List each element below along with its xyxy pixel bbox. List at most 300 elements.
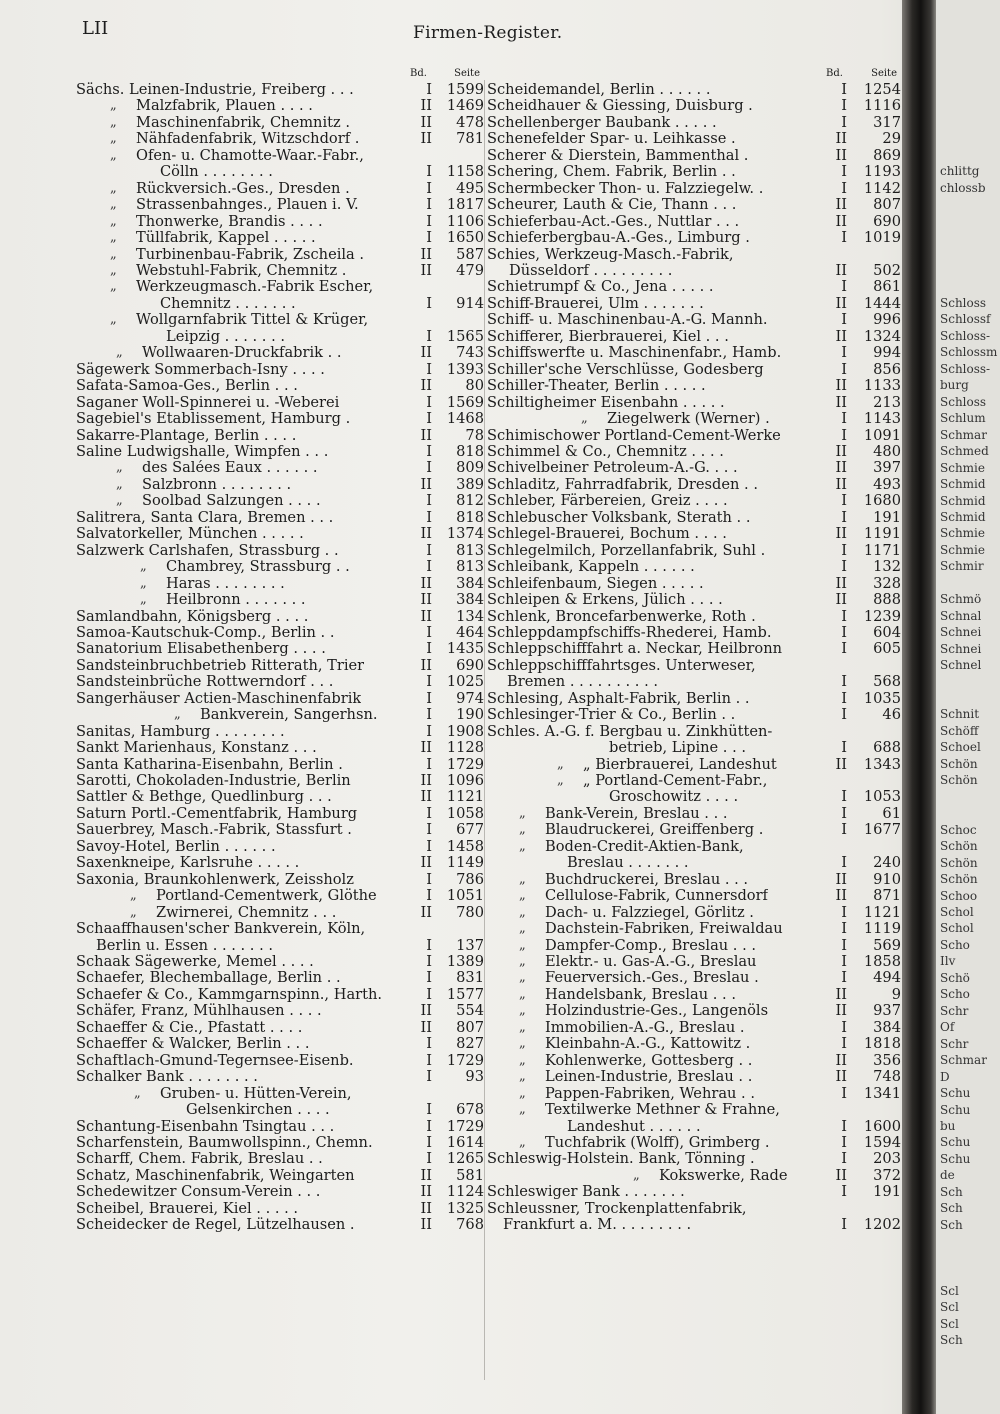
entry-name: Schieferbau-Act.-Ges., Nuttlar . . . — [487, 213, 740, 230]
register-entry — [487, 987, 901, 1003]
register-entry — [487, 214, 901, 230]
ditto-mark: „ — [519, 986, 526, 1002]
entry-volume: I — [426, 953, 432, 971]
register-entry — [76, 938, 484, 954]
entry-name: Schlesinger-Trier & Co., Berlin . . — [487, 707, 736, 724]
entry-name: Leipzig . . . . . . . — [166, 328, 285, 345]
register-entry — [76, 181, 484, 197]
entry-volume: II — [835, 887, 847, 905]
entry-page: 1729 — [446, 755, 484, 773]
entry-volume: I — [841, 97, 847, 115]
entry-page: 1435 — [446, 640, 484, 658]
entry-volume: I — [426, 294, 432, 312]
facing-page-fragment: Schmar — [940, 1053, 987, 1068]
entry-name: Schedewitzer Consum-Verein . . . — [76, 1184, 321, 1201]
entry-volume: I — [841, 936, 847, 954]
facing-page-fragment: Schön — [940, 756, 978, 771]
register-entry — [76, 609, 484, 625]
register-entry — [487, 559, 901, 575]
register-entry — [76, 1119, 484, 1135]
register-entry — [76, 1135, 484, 1151]
ditto-mark: „ — [519, 1069, 526, 1085]
entry-volume: II — [835, 1051, 847, 1069]
entry-volume: I — [426, 1101, 432, 1119]
entry-volume: I — [841, 788, 847, 806]
ditto-mark: „ — [130, 904, 137, 920]
entry-name: Schaeffer & Cie., Pfastatt . . . . — [76, 1019, 303, 1036]
register-entry — [76, 345, 484, 361]
ditto-mark: „ — [116, 345, 123, 361]
facing-page-fragment: Scl — [940, 1316, 959, 1331]
facing-page-fragment: Schmir — [940, 559, 984, 574]
entry-page: 888 — [873, 591, 901, 609]
facing-page-fragment: bu — [940, 1118, 956, 1133]
register-entry — [76, 905, 484, 921]
entry-volume: I — [841, 344, 847, 362]
entry-volume: I — [841, 1134, 847, 1151]
entry-page: 1468 — [446, 410, 484, 428]
entry-name: Soolbad Salzungen . . . . — [142, 493, 321, 510]
entry-volume: I — [841, 426, 847, 444]
register-entry — [76, 460, 484, 476]
entry-name: Scheibel, Brauerei, Kiel . . . . . — [76, 1200, 299, 1217]
entry-name: Chemnitz . . . . . . . — [160, 295, 296, 312]
entry-volume: II — [420, 113, 432, 131]
register-entry — [76, 510, 484, 526]
register-entry — [487, 576, 901, 592]
entry-page: 372 — [873, 1166, 901, 1184]
entry-volume: I — [841, 821, 847, 839]
register-entry — [76, 98, 484, 114]
register-entry — [487, 954, 901, 970]
entry-volume: I — [426, 887, 432, 905]
facing-page-fragment: Schnit — [940, 707, 980, 722]
register-entry — [487, 921, 901, 937]
register-entry — [487, 395, 901, 411]
entry-name: Bremen . . . . . . . . . . — [507, 674, 658, 691]
entry-name: Schaeffer & Walcker, Berlin . . . — [76, 1036, 310, 1053]
ditto-mark: „ — [519, 970, 526, 986]
register-entry — [76, 641, 484, 657]
entry-name: Ziegelwerk (Werner) . — [607, 411, 770, 428]
entry-page: 1908 — [446, 722, 484, 740]
entry-name: Bankverein, Sangerhsn. — [200, 707, 378, 724]
entry-volume: I — [426, 459, 432, 477]
entry-volume: II — [420, 739, 432, 757]
facing-page-edge — [936, 0, 1000, 1414]
entry-volume: II — [835, 196, 847, 214]
entry-volume: II — [835, 327, 847, 345]
entry-page: 1106 — [446, 212, 484, 230]
entry-volume: I — [841, 311, 847, 329]
facing-page-fragment: Schön — [940, 872, 978, 887]
entry-page: 137 — [456, 936, 484, 954]
facing-page-fragment: Schnal — [940, 608, 982, 623]
entry-volume: II — [835, 985, 847, 1003]
register-entry — [76, 1102, 484, 1118]
entry-page: 807 — [456, 1018, 484, 1036]
ditto-mark: „ — [581, 411, 588, 427]
entry-page: 1680 — [863, 492, 901, 510]
entry-name: Dampfer-Comp., Breslau . . . — [545, 937, 757, 954]
entry-name: Schalker Bank . . . . . . . . — [76, 1069, 258, 1086]
register-entry — [76, 674, 484, 690]
entry-volume: I — [841, 854, 847, 872]
register-entry — [487, 1053, 901, 1069]
facing-page-fragment: Schmö — [940, 592, 982, 607]
ditto-mark: „ — [140, 592, 147, 608]
facing-page-fragment: Schol — [940, 905, 974, 919]
entry-name: Schieferbergbau-A.-Ges., Limburg . — [487, 230, 750, 247]
ditto-mark: „ — [110, 197, 117, 213]
facing-page-fragment: Schu — [940, 1102, 971, 1117]
entry-name: Sattler & Bethge, Quedlinburg . . . — [76, 789, 332, 806]
ditto-mark: „ — [519, 1003, 526, 1019]
entry-name: Wollwaaren-Druckfabrik . . — [142, 345, 342, 362]
entry-volume: I — [841, 623, 847, 641]
entry-page: 831 — [456, 969, 484, 987]
register-entry — [487, 526, 901, 542]
entry-volume: II — [420, 344, 432, 362]
entry-name: Saxonia, Braunkohlenwerk, Zeissholz — [76, 871, 354, 888]
entry-name: Scheidemandel, Berlin . . . . . . — [487, 82, 711, 98]
entry-name: Schleibank, Kappeln . . . . . . — [487, 559, 695, 576]
entry-volume: I — [426, 1150, 432, 1168]
register-entry — [487, 329, 901, 345]
entry-name: Landeshut . . . . . . — [567, 1118, 701, 1135]
entry-volume: II — [420, 1018, 432, 1036]
entry-name: Saxenkneipe, Karlsruhe . . . . . — [76, 855, 300, 872]
entry-page: 581 — [456, 1166, 484, 1184]
facing-page-fragment: chlossb — [940, 180, 986, 195]
entry-volume: I — [426, 755, 432, 773]
entry-name: Cölln . . . . . . . . — [160, 164, 273, 181]
register-entry — [487, 493, 901, 509]
entry-page: 1614 — [446, 1134, 484, 1151]
facing-page-fragment: Schmid — [940, 477, 986, 492]
facing-page-fragment: Schnei — [940, 641, 982, 656]
ditto-mark: „ — [519, 1036, 526, 1052]
facing-page-fragment: Schloss — [940, 295, 987, 310]
entry-name: Kohlenwerke, Gottesberg . . — [545, 1052, 753, 1069]
entry-page: 568 — [873, 673, 901, 691]
register-entry — [76, 773, 484, 789]
entry-name: Schaaffhausen'scher Bankverein, Köln, — [76, 921, 366, 938]
facing-page-fragment: Scho — [940, 987, 970, 1002]
register-entry — [76, 954, 484, 970]
ditto-mark: „ — [519, 1135, 526, 1150]
entry-page: 213 — [873, 393, 901, 411]
entry-name: Schenefelder Spar- u. Leihkasse . — [487, 131, 736, 148]
entry-page: 384 — [456, 574, 484, 592]
entry-page: 1599 — [446, 81, 484, 98]
entry-volume: I — [426, 410, 432, 428]
entry-name: Schaefer, Blechemballage, Berlin . . — [76, 970, 341, 987]
entry-name: Sakarre-Plantage, Berlin . . . . — [76, 427, 297, 444]
entry-page: 1121 — [446, 788, 484, 806]
entry-volume: II — [835, 212, 847, 230]
register-entry — [76, 526, 484, 542]
entry-page: 478 — [456, 113, 484, 131]
ditto-mark: „ — [519, 1052, 526, 1068]
ditto-mark: „ — [519, 822, 526, 838]
entry-page: 807 — [873, 196, 901, 214]
facing-page-fragment: Schmed — [940, 444, 989, 459]
entry-name: Schivelbeiner Petroleum-A.-G. . . . — [487, 460, 738, 477]
entry-page: 937 — [873, 1002, 901, 1020]
entry-page: 812 — [456, 492, 484, 510]
facing-page-fragment: Schr — [940, 1003, 969, 1018]
entry-name: Tüllfabrik, Kappel . . . . . — [136, 230, 316, 247]
ditto-mark: „ — [116, 460, 123, 476]
entry-page: 1729 — [446, 1117, 484, 1135]
entry-volume: II — [420, 130, 432, 148]
facing-page-fragment: Schmid — [940, 493, 986, 508]
entry-volume: II — [420, 788, 432, 806]
facing-page-fragment: Schu — [940, 1086, 971, 1101]
entry-name: Zwirnerei, Chemnitz . . . — [156, 904, 337, 921]
entry-name: Elektr.- u. Gas-A.-G., Breslau — [545, 954, 757, 971]
entry-name: Groschowitz . . . . — [609, 789, 739, 806]
register-entry — [76, 164, 484, 180]
register-entry — [487, 724, 901, 740]
entry-name: Schlebuscher Volksbank, Sterath . . — [487, 509, 751, 526]
entry-name: Textilwerke Methner & Frahne, — [545, 1102, 780, 1119]
entry-volume: I — [841, 278, 847, 296]
entry-volume: I — [426, 706, 432, 724]
entry-page: 743 — [456, 344, 484, 362]
ditto-mark: „ — [140, 559, 147, 575]
entry-name: Cellulose-Fabrik, Cunnersdorf — [545, 888, 768, 905]
register-entry — [76, 148, 484, 164]
entry-volume: I — [841, 541, 847, 559]
register-entry — [76, 658, 484, 674]
register-entry — [487, 247, 901, 263]
entry-page: 495 — [456, 179, 484, 197]
entry-page: 1341 — [863, 1084, 901, 1102]
entry-page: 974 — [456, 689, 484, 707]
register-entry — [487, 181, 901, 197]
entry-name: Schantung-Eisenbahn Tsingtau . . . — [76, 1118, 335, 1135]
entry-volume: I — [426, 870, 432, 888]
entry-volume: I — [841, 1035, 847, 1053]
ditto-mark: „ — [110, 114, 117, 130]
entry-volume: I — [841, 1084, 847, 1102]
register-entry — [76, 1086, 484, 1102]
entry-page: 1577 — [446, 985, 484, 1003]
register-entry — [487, 1201, 901, 1217]
ditto-mark: „ — [130, 888, 137, 904]
entry-page: 677 — [456, 821, 484, 839]
entry-name: Schleussner, Trockenplattenfabrik, — [487, 1200, 747, 1217]
entry-name: Schlenk, Broncefarbenwerke, Roth . — [487, 608, 756, 625]
facing-page-fragment: Schloss- — [940, 328, 991, 343]
entry-name: Scheurer, Lauth & Cie, Thann . . . — [487, 197, 737, 214]
register-entry — [487, 592, 901, 608]
register-entry — [487, 625, 901, 641]
register-entry — [76, 1184, 484, 1200]
facing-page-fragment: Schmar — [940, 427, 987, 442]
register-entry — [76, 214, 484, 230]
register-entry — [487, 82, 901, 98]
entry-name: Rückversich.-Ges., Dresden . — [136, 180, 350, 197]
entry-name: Saline Ludwigshalle, Wimpfen . . . — [76, 443, 329, 460]
entry-name: Holzindustrie-Ges., Langenöls — [545, 1003, 769, 1020]
column-divider — [484, 80, 485, 1380]
entry-volume: I — [426, 81, 432, 98]
entry-page: 1858 — [863, 953, 901, 971]
register-entry — [487, 1086, 901, 1102]
entry-page: 1051 — [446, 887, 484, 905]
entry-page: 1116 — [863, 97, 901, 115]
entry-volume: I — [841, 360, 847, 378]
entry-volume: I — [841, 969, 847, 987]
entry-name: Heilbronn . . . . . . . — [166, 592, 306, 609]
entry-name: Schimmel & Co., Chemnitz . . . . — [487, 443, 724, 460]
entry-name: Sanatorium Elisabethenberg . . . . — [76, 641, 326, 658]
entry-volume: II — [420, 1216, 432, 1234]
entry-name: Scharfenstein, Baumwollspinn., Chemn. — [76, 1135, 373, 1151]
facing-page-fragment: Schloss — [940, 394, 987, 409]
entry-name: Schering, Chem. Fabrik, Berlin . . — [487, 164, 736, 181]
facing-page-fragment: Sch — [940, 1184, 963, 1199]
entry-volume: II — [835, 475, 847, 493]
register-entry — [487, 510, 901, 526]
entry-page: 1677 — [863, 821, 901, 839]
entry-page: 1053 — [863, 788, 901, 806]
entry-volume: II — [835, 591, 847, 609]
entry-volume: II — [420, 525, 432, 543]
register-entry — [487, 1003, 901, 1019]
register-entry — [76, 757, 484, 773]
entry-volume: II — [835, 442, 847, 460]
entry-name: Sarotti, Chokoladen-Industrie, Berlin — [76, 773, 351, 790]
entry-name: Düsseldorf . . . . . . . . . — [509, 262, 673, 279]
entry-volume: I — [841, 903, 847, 921]
ditto-mark: „ — [134, 1085, 141, 1101]
entry-name: Samlandbahn, Königsberg . . . . — [76, 608, 309, 625]
register-entry — [487, 296, 901, 312]
ditto-mark: „ — [116, 493, 123, 509]
entry-page: 1569 — [446, 393, 484, 411]
facing-page-fragment: Schlossf — [940, 312, 991, 327]
entry-volume: II — [835, 377, 847, 395]
entry-page: 1035 — [863, 689, 901, 707]
entry-volume: I — [426, 804, 432, 822]
entry-page: 1565 — [446, 327, 484, 345]
entry-page: 1594 — [863, 1134, 901, 1151]
entry-volume: II — [420, 854, 432, 872]
bd-label: Bd. — [410, 68, 427, 79]
entry-name: Schleppschifffahrtsges. Unterweser, — [487, 657, 756, 674]
entry-page: 493 — [873, 475, 901, 493]
entry-volume: I — [426, 327, 432, 345]
ditto-mark: „ — [110, 180, 117, 196]
right-column-header — [487, 66, 901, 82]
entry-page: 768 — [456, 1216, 484, 1234]
entry-page: 1265 — [446, 1150, 484, 1168]
facing-page-fragment: de — [940, 1168, 955, 1183]
entry-volume: II — [420, 377, 432, 395]
facing-page-fragment: Schu — [940, 1151, 971, 1166]
entry-name: Sagebiel's Etablissement, Hamburg . — [76, 411, 351, 428]
entry-name: Immobilien-A.-G., Breslau . — [545, 1019, 745, 1036]
entry-page: 1193 — [863, 163, 901, 181]
entry-volume: II — [835, 294, 847, 312]
entry-name: Nähfadenfabrik, Witzschdorf . — [136, 131, 360, 148]
entry-page: 690 — [873, 212, 901, 230]
register-entry — [487, 773, 901, 789]
entry-page: 604 — [873, 623, 901, 641]
entry-page: 1128 — [446, 739, 484, 757]
register-entry — [76, 789, 484, 805]
entry-name: Schies, Werkzeug-Masch.-Fabrik, — [487, 246, 734, 263]
seite-label: Seite — [454, 68, 480, 79]
entry-page: 1393 — [446, 360, 484, 378]
page-title: Firmen-Register. — [413, 23, 563, 43]
entry-page: 1343 — [863, 755, 901, 773]
facing-page-fragment: Schlossm — [940, 345, 998, 360]
entry-name: Webstuhl-Fabrik, Chemnitz . — [136, 262, 347, 279]
register-entry — [76, 592, 484, 608]
entry-volume: I — [841, 607, 847, 625]
entry-page: 356 — [873, 1051, 901, 1069]
entry-name: Schaak Sägewerke, Memel . . . . — [76, 954, 314, 971]
register-entry — [487, 641, 901, 657]
entry-name: Schiller-Theater, Berlin . . . . . — [487, 378, 706, 395]
entry-name: Schles. A.-G. f. Bergbau u. Zinkhütten- — [487, 723, 773, 740]
entry-name: Schiffswerfte u. Maschinenfabr., Hamb. — [487, 345, 782, 362]
entry-page: 384 — [873, 1018, 901, 1036]
entry-volume: I — [841, 804, 847, 822]
facing-page-fragment: Schnei — [940, 625, 982, 640]
entry-page: 134 — [456, 607, 484, 625]
register-entry — [487, 609, 901, 625]
entry-name: Sächs. Leinen-Industrie, Freiberg . . . — [76, 82, 354, 98]
entry-name: Bank-Verein, Breslau . . . — [545, 805, 728, 822]
entry-volume: I — [426, 1035, 432, 1053]
facing-page-fragment: Sch — [940, 1217, 963, 1232]
entry-volume: I — [426, 837, 432, 855]
entry-name: Schäfer, Franz, Mühlhausen . . . . — [76, 1003, 322, 1020]
entry-page: 191 — [873, 508, 901, 526]
entry-volume: I — [841, 1216, 847, 1234]
entry-name: Schiff-Brauerei, Ulm . . . . . . . — [487, 295, 704, 312]
ditto-mark: „ — [110, 147, 117, 163]
entry-page: 605 — [873, 640, 901, 658]
ditto-mark: „ — [557, 773, 564, 789]
register-entry — [76, 477, 484, 493]
entry-name: Sägewerk Sommerbach-Isny . . . . — [76, 361, 325, 378]
ditto-mark: „ — [110, 246, 117, 262]
entry-volume: I — [841, 689, 847, 707]
entry-page: 1469 — [446, 97, 484, 115]
register-entry — [487, 411, 901, 427]
entry-name: Safata-Samoa-Ges., Berlin . . . — [76, 378, 298, 395]
entry-page: 1191 — [863, 525, 901, 543]
register-entry — [487, 674, 901, 690]
entry-page: 1818 — [863, 1035, 901, 1053]
entry-name: Schermbecker Thon- u. Falzziegelw. . — [487, 180, 764, 197]
entry-page: 569 — [873, 936, 901, 954]
facing-page-fragment: Schnel — [940, 658, 982, 673]
register-entry — [76, 82, 484, 98]
entry-volume: II — [835, 146, 847, 164]
entry-page: 1650 — [446, 229, 484, 247]
register-entry — [76, 543, 484, 559]
entry-name: Scheidecker de Regel, Lützelhausen . — [76, 1217, 355, 1234]
entry-name: Turbinenbau-Fabrik, Zscheila . — [136, 246, 365, 263]
